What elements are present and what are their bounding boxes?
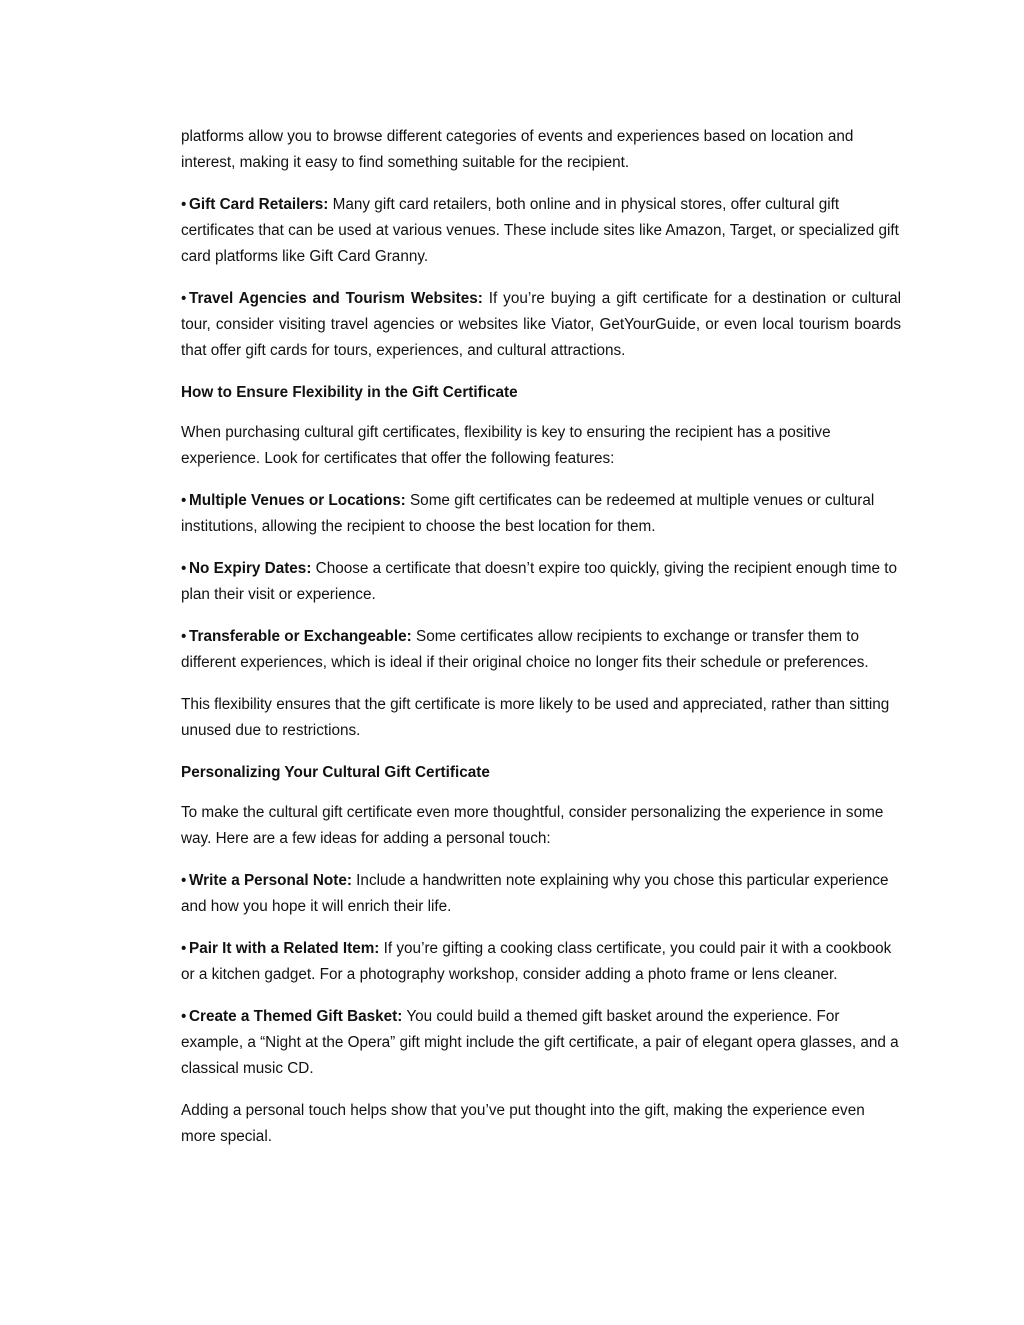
bullet-text: Some gift certificates can be redeemed at multiple venues or cultural institutions, allowing the recipient to choose the best location for them. — [181, 492, 875, 535]
paragraph-intro-continued: platforms allow you to browse different categories of events and experiences based on location and interest, making it easy to find something suitable for the recipient. — [181, 128, 854, 171]
bullet-lead: Transferable or Exchangeable: — [189, 628, 412, 645]
bullet-text: If you’re buying a gift certificate for a destination or cultural tour, consider visiting travel agencies or websites like Viator, GetYourGuide, or even local tourism boards that offer gift cards for tours, experiences, and cultural attractions. — [181, 290, 901, 359]
bullet-icon: • — [181, 628, 187, 645]
bullet-text: Choose a certificate that doesn’t expire too quickly, giving the recipient enough time to plan their visit or experience. — [181, 560, 898, 603]
bullet-lead: Travel Agencies and Tourism Websites: — [189, 290, 483, 307]
bullet-icon: • — [181, 560, 187, 577]
bullet-lead: Write a Personal Note: — [189, 872, 352, 889]
bullet-multiple-venues — [181, 488, 901, 540]
bullet-no-expiry — [181, 556, 901, 608]
bullet-icon: • — [181, 872, 187, 889]
bullet-icon: • — [181, 290, 187, 307]
bullet-transferable — [181, 624, 901, 676]
bullet-text: Some certificates allow recipients to exchange or transfer them to different experiences, which is ideal if their original choice no longer fits their schedule or preferences. — [181, 628, 869, 671]
section-heading-flexibility: How to Ensure Flexibility in the Gift Certificate — [181, 384, 518, 401]
bullet-icon: • — [181, 492, 187, 509]
bullet-icon: • — [181, 1008, 187, 1025]
bullet-related-item — [181, 936, 901, 988]
bullet-gift-card-retailers — [181, 192, 901, 270]
document-page — [181, 124, 901, 1166]
bullet-lead: Gift Card Retailers: — [189, 196, 329, 213]
bullet-text: Include a handwritten note explaining why you chose this particular experience and how you hope it will enrich their life. — [181, 872, 889, 915]
bullet-text: Many gift card retailers, both online and in physical stores, offer cultural gift certificates that can be used at various venues. These include sites like Amazon, Target, or specialized gift card platforms like Gift Card Granny. — [181, 196, 899, 265]
bullet-lead: Create a Themed Gift Basket: — [189, 1008, 403, 1025]
bullet-text: You could build a themed gift basket around the experience. For example, a “Night at the Opera” gift might include the gift certificate, a pair of elegant opera glasses, and a classical music CD. — [181, 1008, 899, 1077]
paragraph-flexibility-intro: When purchasing cultural gift certificates, flexibility is key to ensuring the recipient has a positive experience. Look for certificates that offer the following features: — [181, 424, 831, 467]
paragraph-personal-outro: Adding a personal touch helps show that you’ve put thought into the gift, making the experience even more special. — [181, 1102, 865, 1145]
bullet-gift-basket — [181, 1004, 901, 1082]
bullet-lead: No Expiry Dates: — [189, 560, 312, 577]
bullet-lead: Multiple Venues or Locations: — [189, 492, 406, 509]
bullet-icon: • — [181, 196, 187, 213]
bullet-text: If you’re gifting a cooking class certificate, you could pair it with a cookbook or a kitchen gadget. For a photography workshop, consider adding a photo frame or lens cleaner. — [181, 940, 892, 983]
section-heading-personalizing: Personalizing Your Cultural Gift Certificate — [181, 764, 490, 781]
paragraph-personalizing-intro: To make the cultural gift certificate even more thoughtful, consider personalizing the experience in some way. Here are a few ideas for adding a personal touch: — [181, 804, 884, 847]
bullet-travel-agencies — [181, 286, 901, 364]
paragraph-flexibility-outro: This flexibility ensures that the gift certificate is more likely to be used and appreciated, rather than sitting unused due to restrictions. — [181, 696, 890, 739]
bullet-lead: Pair It with a Related Item: — [189, 940, 380, 957]
bullet-icon: • — [181, 940, 187, 957]
bullet-personal-note — [181, 868, 901, 920]
